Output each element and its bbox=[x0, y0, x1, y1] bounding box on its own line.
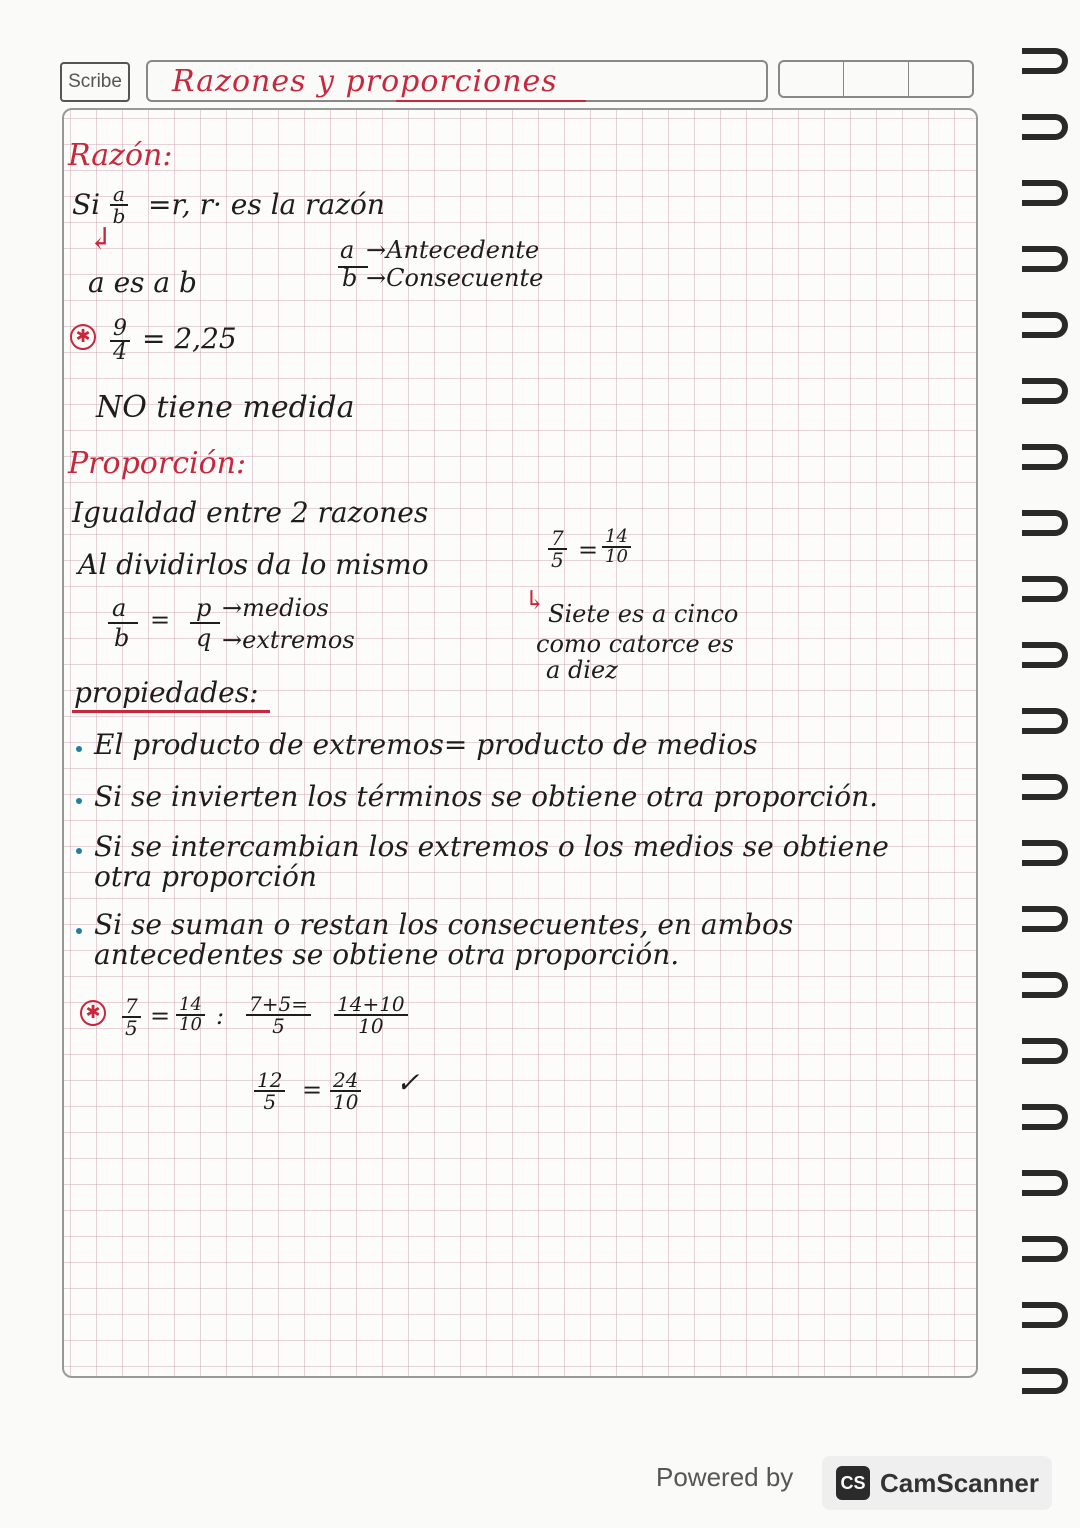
razon-frac-num: a bbox=[110, 184, 128, 206]
razon-read-as: a es a b bbox=[88, 266, 197, 299]
proporcion-frac-left-num: 7 bbox=[548, 528, 567, 550]
ex-frac-b-den: 10 bbox=[179, 1014, 202, 1035]
spiral-ring bbox=[1022, 774, 1068, 800]
proporcion-definition: Igualdad entre 2 razones bbox=[72, 496, 429, 529]
spiral-ring bbox=[1022, 972, 1068, 998]
spiral-ring bbox=[1022, 708, 1068, 734]
page-title: Razones y proporciones bbox=[172, 64, 558, 99]
spiral-ring bbox=[1022, 180, 1068, 206]
curved-arrow-icon: ↲ bbox=[88, 222, 114, 257]
ex-frac-d bbox=[334, 994, 408, 1036]
propiedad-3-cont: otra proporción bbox=[94, 860, 317, 893]
res-frac-b bbox=[330, 1070, 361, 1112]
ex-frac-c-den: 5 bbox=[272, 1014, 285, 1038]
res-frac-b-den: 10 bbox=[333, 1090, 359, 1114]
res-frac-b-num: 24 bbox=[330, 1070, 361, 1092]
proporcion-frac-left bbox=[548, 528, 567, 570]
proporcion-note: Al dividirlos da lo mismo bbox=[78, 548, 429, 581]
spiral-ring bbox=[1022, 642, 1068, 668]
bullet-dot bbox=[76, 798, 82, 804]
razon-fraction bbox=[110, 184, 128, 226]
razon-heading: Razón: bbox=[68, 138, 173, 173]
propiedad-3: Si se intercambian los extremos o los medios se obtiene bbox=[94, 830, 889, 863]
diagram-bar-right bbox=[190, 622, 220, 624]
propiedad-1: El producto de extremos= producto de medios bbox=[94, 728, 758, 761]
spiral-ring bbox=[1022, 1302, 1068, 1328]
spiral-ring bbox=[1022, 246, 1068, 272]
camscanner-badge bbox=[822, 1456, 1052, 1510]
proporcion-frac-right bbox=[602, 528, 631, 566]
spiral-ring bbox=[1022, 444, 1068, 470]
propiedad-4-cont: antecedentes se obtiene otra proporción. bbox=[94, 938, 680, 971]
spiral-ring bbox=[1022, 1104, 1068, 1130]
spiral-ring bbox=[1022, 1368, 1068, 1394]
diagram-bar-left bbox=[108, 622, 138, 624]
spiral-ring bbox=[1022, 312, 1068, 338]
antecedente-label: →Antecedente bbox=[366, 236, 540, 264]
proporcion-frac-right-num: 14 bbox=[602, 528, 631, 548]
spiral-ring bbox=[1022, 48, 1068, 74]
diagram-equals: = bbox=[150, 606, 171, 634]
curved-arrow-icon-2: ↳ bbox=[524, 586, 546, 616]
ex-equals-1: = bbox=[150, 1002, 171, 1030]
no-medida-note: NO tiene medida bbox=[96, 390, 355, 425]
ex-frac-a-num: 7 bbox=[122, 996, 141, 1018]
bullet-dot bbox=[76, 928, 82, 934]
res-frac-a-den: 5 bbox=[263, 1090, 277, 1114]
proporcion-heading: Proporción: bbox=[68, 446, 247, 481]
spiral-ring bbox=[1022, 378, 1068, 404]
spiral-ring bbox=[1022, 576, 1068, 602]
star-bullet-icon: ✱ bbox=[70, 324, 96, 350]
spiral-ring bbox=[1022, 906, 1068, 932]
consecuente-label: →Consecuente bbox=[366, 264, 544, 292]
diagram-a: a bbox=[112, 594, 127, 622]
res-equals: = bbox=[302, 1076, 323, 1104]
read-line-1: Siete es a cinco bbox=[548, 600, 739, 628]
propiedad-4: Si se suman o restan los consecuentes, en ambos bbox=[94, 908, 794, 941]
ex-frac-a bbox=[122, 996, 141, 1038]
extremos-label: →extremos bbox=[222, 626, 355, 654]
spiral-ring bbox=[1022, 840, 1068, 866]
powered-by-text: Powered by bbox=[656, 1462, 794, 1492]
ex-colon: : bbox=[216, 1002, 225, 1030]
spiral-ring bbox=[1022, 114, 1068, 140]
example-fraction bbox=[110, 318, 130, 364]
bullet-dot bbox=[76, 848, 82, 854]
diagram-q: q bbox=[196, 624, 212, 652]
razon-si: Si bbox=[72, 188, 101, 221]
spiral-ring bbox=[1022, 1170, 1068, 1196]
proporcion-frac-left-den: 5 bbox=[551, 548, 564, 572]
read-line-3: a diez bbox=[546, 656, 618, 684]
example-den: 4 bbox=[113, 340, 127, 365]
res-frac-a-num: 12 bbox=[254, 1070, 285, 1092]
ex-frac-b bbox=[176, 996, 205, 1034]
spiral-binding bbox=[1022, 44, 1072, 1404]
spiral-ring bbox=[1022, 1236, 1068, 1262]
ex-frac-a-den: 5 bbox=[125, 1016, 138, 1040]
proporcion-frac-right-den: 10 bbox=[605, 546, 628, 567]
ex-frac-d-num: 14+10 bbox=[334, 994, 408, 1016]
camscanner-logo-icon: CS bbox=[836, 1466, 870, 1500]
propiedades-underline bbox=[72, 710, 270, 713]
spiral-ring bbox=[1022, 510, 1068, 536]
ex-frac-c-num: 7+5= bbox=[246, 994, 311, 1016]
ex-frac-c bbox=[246, 994, 311, 1036]
razon-definition: =r, r· es la razón bbox=[148, 188, 385, 221]
razon-frac-den: b bbox=[112, 204, 126, 228]
ex-frac-b-num: 14 bbox=[176, 996, 205, 1016]
brand-logo: Scribe bbox=[60, 62, 130, 102]
res-frac-a bbox=[254, 1070, 285, 1112]
propiedad-2: Si se invierten los términos se obtiene otra proporción. bbox=[94, 780, 879, 813]
read-line-2: como catorce es bbox=[536, 630, 734, 658]
spiral-ring bbox=[1022, 1038, 1068, 1064]
diagram-b: b bbox=[114, 624, 130, 652]
label-a: a bbox=[340, 236, 355, 264]
date-box bbox=[778, 60, 974, 98]
label-b: b bbox=[342, 264, 358, 292]
star-bullet-icon-2: ✱ bbox=[80, 1000, 106, 1026]
camscanner-name: CamScanner bbox=[880, 1467, 1039, 1498]
proporcion-equals: = bbox=[578, 536, 599, 564]
medios-label: →medios bbox=[222, 594, 329, 622]
ex-frac-d-den: 10 bbox=[358, 1014, 384, 1038]
propiedades-heading: propiedades: bbox=[74, 676, 259, 709]
bullet-dot bbox=[76, 746, 82, 752]
example-num: 9 bbox=[110, 318, 130, 342]
title-underline bbox=[396, 100, 586, 102]
diagram-p: p bbox=[196, 594, 212, 622]
check-icon: ✓ bbox=[396, 1066, 420, 1099]
example-result: = 2,25 bbox=[142, 322, 237, 355]
